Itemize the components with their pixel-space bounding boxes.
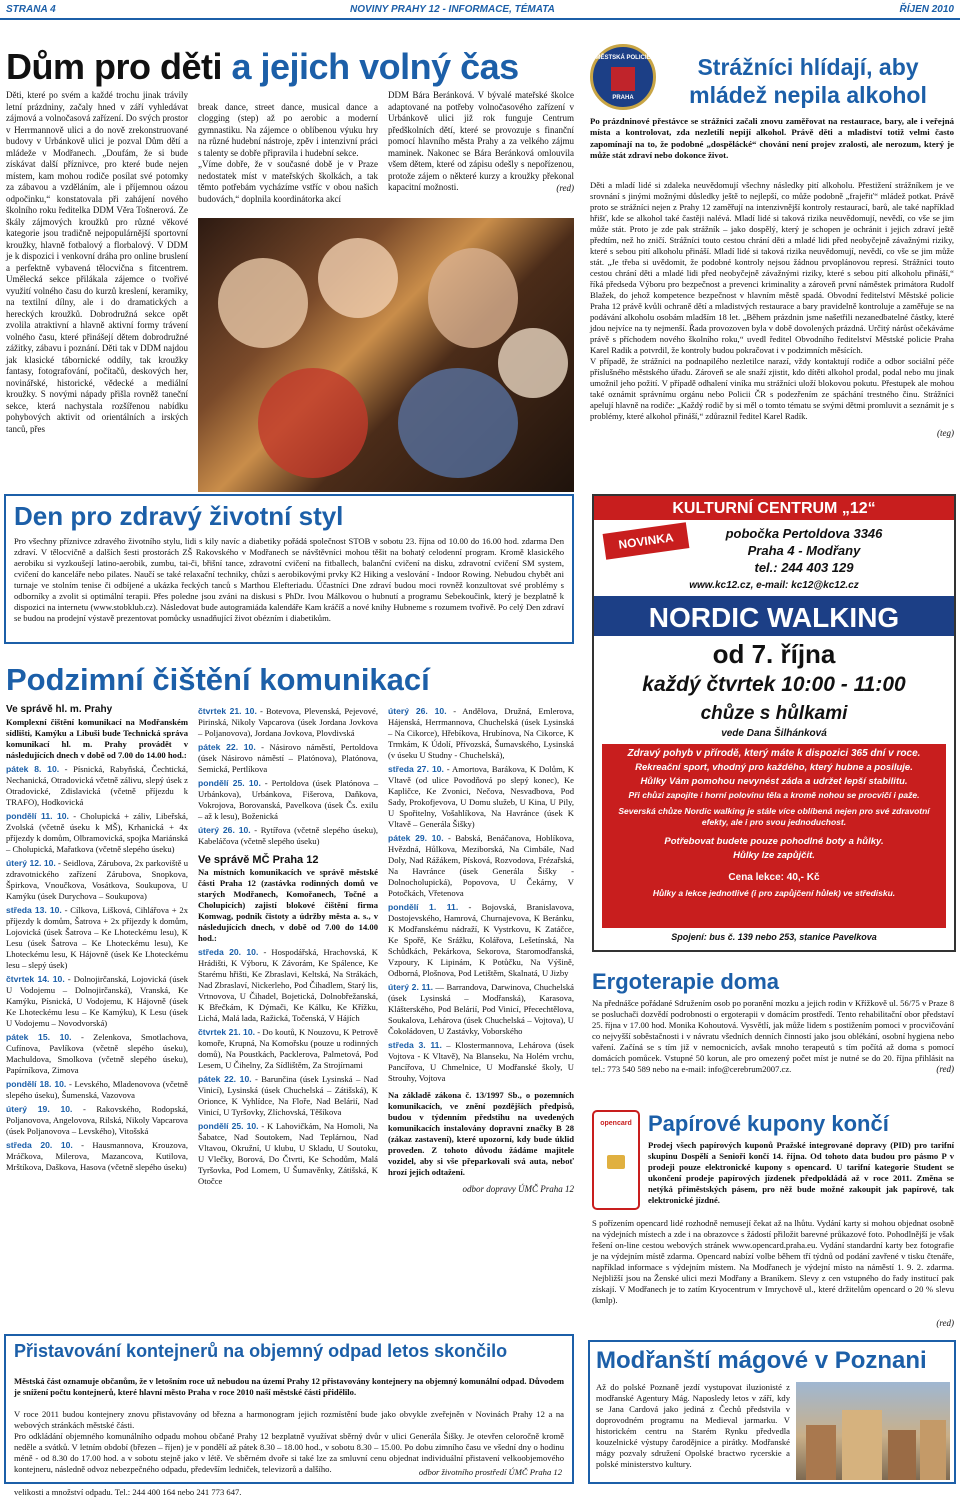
article-title-cleaning: Podzimní čištění komunikací [6,662,430,697]
cleaning-streets: - Rakovského, Rodopská, Poljanovova, Angelovova, Rilská, Nikoly Vapcarova (úsek Poljanovova – Levského), Vitošská [6,1103,188,1136]
article-title-poznan: Modřanští mágové v Poznani [596,1347,927,1374]
cleaning-schedule-item [388,706,574,761]
page-number: STRANA 4 [6,4,56,15]
ad-bus: Spojení: bus č. 139 nebo 253, stanice Pavelkova [671,932,877,942]
cleaning-streets: - Levského, Mladenovova (včetně slepého úseku), Šumenská, Vazovova [6,1078,188,1100]
poznan-photo-town-square [796,1382,950,1480]
cleaning-schedule-item [388,902,574,979]
cleaning-streets: - Zelenkova, Smotlachova, Cufínova, Pavlíkova (včetně slepého úseku), Machuldova, Smolkova (včetně slepého úseku), Papírníkova, Zimova [6,1031,188,1075]
cleaning-schedule-item [6,1104,188,1137]
cleaning-date: středa 13. 10. [6,904,62,915]
nordic-walking-ad[interactable]: KULTURNÍ CENTRUM „12“ NOVINKA pobočka Pertoldova 3346 Praha 4 - Modřany tel.: 244 403 129 www.kc12.cz, e-mail: kc12@kc12.cz NORDIC WALKING od 7. října každý čtvrtek 10:00 - 11:00 chůze s hůlkami vede Dana Šilhánková Zdravý pohyb v přírodě, který máte k dispozici 365 dní v roce. Rekreační sport, vhodný pro každého, který hubne a posiluje. Hůlky Vám pomohou nevynést záda a udržet lepší stabilitu. Při chůzi zapojíte i horní polovinu těla a kromě nohou se procvičí i paže. Severská chůze Nordic walking je stále více oblíbená nejen pro své zdravotní efekty, ale i pro svou jednoduchost. Potřebovat budete pouze pohodlné boty a hůlky. Hůlky lze zapůjčit. Cena lekce: 40,- Kč Hůlky a lekce jednotlivé (i pro zapůjčení hůlek) ve středisku. Spojení: bus č. 139 nebo 253, stanice Pavelkova [592,494,956,952]
cleaning-date: pondělí 11. 10. [6,810,69,821]
cleaning-schedule-item [388,1040,574,1084]
cleaning-schedule-item [198,742,378,775]
cleaning-date: úterý 12. 10. [6,857,56,868]
police-body: Děti a mladí lidé si zdaleka neuvědomují všechny následky pití alkoholu. Přestižení strážníkem je ve srovnání s jinými možnými důsledky ještě to nejlepší, co může podobně „frajeřiť“ mládež potkat. Právě proto se strážníci nejen z Prahy 12 zaměřují na intenzivnější kontroly restaurací, barů, ale také například hřišť, kde se alkohol také častěji nalévá. Mladí lidé si taková rizika neuvědomují, nevědí, co vše se jim může stát. Proto je zde pak strážník – jako dospělý, který je schopen je ochránit i jejich zdraví ještě předtím, než ho zničí. Strážníci touto cestou chrání děti a mladé lidi před neobyčejně závažnými riziky, které s sebou pití alkoholu přináší. Mladí lidé si taková rizika neuvědomují, nevědí, co vše se jim může stát. „Je třeba si uvědomit, že podobné kontroly nejsou žádnou prvoplánovou represí. Strážníci touto cestou chrání děti a mladé lidi před neobyčejně závažnými riziky, které s sebou pití alkoholu přináší,“ říká předseda Výboru pro bezpečnost a prevenci kriminality a zároveň první náměstek primátora Rudolf Blažek, do jehož kompetence bezpečnost v hlavním městě spadá. Obvodní ředitelství Městské policie Praha 12 právě kvůli ochraně dětí a mladistvých restaurace a bary pravidelně kontroluje a zaměřuje se na podávání alkoholu osobám mladším 18 let. „Během prázdnin jsme našetřili nezanedbatelné částky, které jdou nejvíce na ty nejmenší. Řada provozoven byla v době dovolených prázdná. Určitý nárůst očekáváme právě s příchodem nového školního roku,“ uvedl ředitel Obvodního ředitelství Městské policie Praha Karel Radik a potvrdil, že kontroly budou pokračovat i v podzimních měsících. V případě, že strážníci na podnapilého nezletilce narazí, vždy kontaktují rodiče a odbor sociální péče příslušného městského úřadu. Zároveň se ale snaží zjistit, kdo dítěti alkohol prodal, podal nebo mu jinak umožnil jeho požití. V případě odhalení viníka mu strážníci uloží blokovou pokutu. Přestupek ale mohou také oznámit správnímu orgánu nebo Policii ČR s podezřením ze spáchání trestného činu. Strážníci apelují hlavně na rodiče: „Každý rodič by si měl o tomto tématu se svými dětmi promluvit a seznámit je s problémy, které alkohol přináší,“ zdůraznil ředitel Karel Radík. [590,179,954,421]
cleaning-date: pátek 15. 10. [6,1031,72,1042]
police-lead: Po prázdninové přestávce se strážníci začali znovu zaměřovat na restaurace, bary, ale i veřejná místa a kontrolovat, zda nezletilí nepijí alkohol. Právě děti a mladiství totiž velmi často zapomínají na to, že podobné „dospělácké“ chování není projev zralosti, ale nerozum, který je může stát zdraví nebo dokonce život. [590,116,954,160]
coat-of-arms-icon [611,67,635,91]
cleaning-column-3: úterý 26. 10. - Andělova, Družná, Emlerova, Hájenská, Herrmannova, Chuchelská (úsek Lysinská – Na Cikorce), Hřebíkova, Hrubínova, Na Cikorce, K Trmkám, K Údolí, Přívozská, Šumavského, Lysinská (v úseku U Studny - Chuchelská), středa 27. 10. - Amortova, Barákova, K Dolům, K Vltavě (od ulice Povodňová po slepý konec), Ke Kapličce, Ke Zvonici, Nečova, Nesvadbova, Pod Sady, Prokofjevova, U Domu služeb, U Kina, U Pily, U Spořitelny, Vošahlíkova, Na Havránce (úsek K Vltavě – Generála Šišky) pátek 29. 10. - Babská, Benáčanova, Hoblíkova, Hvězdná, Hůlkova, Meziborská, Na Cimbále, Nad Doly, Nad Rážákem, Písková, Rozvodova, Frézařská, Na Havránce (úsek Generála Šišky - Dolnocholupická), Popovova, U Čekárny, V Potočkách, Vřetenova pondělí 1. 11. - Bojovská, Branislavova, Dostojevského, Hamrová, Churnajevova, K Beránku, K Modřanskému nádraží, K Vystrkovu, K Zatáčce, Ke Spořě, Ke Srážku, Kolářova, Lešetínská, Na Schůdkách, Pekárkova, Sekorova, Staromodřanská, Vzpoury, K Lipinám, K Potůčku, Na Výšině, Odborná, Plošnova, Pod Letištěm, Skalnatá, U Jizby úterý 2. 11. — Barrandova, Darwinova, Chuchelská (úsek Lysinská – Modřanská), Karasova, Klášterského, Pod Belárií, Pod Vinicí, Přecechtělova, Soukalova, Lehárova (úsek Chuchelská – Vojtova), U Čokoládoven, U Zastávky, Voborského středa 3. 11. – Klostermannova, Lehárova (úsek Vojtova - K Vltavě), Na Blanseku, Na Holém vrchu, Pancířova, U Chmelnice, U Modřanské školy, U Strouhy, Vojtova Na základě zákona č. 13/1997 Sb., o pozemních komunikacích, ve znění pozdějších předpisů, budou v týdenním předstihu na uvedených komunikacích instalovány dopravní značky B 28 (zákaz zastavení), které upozorní, kdy bude úklid proveden. Z tohoto důvodu žádáme majitele vozidel, aby si vše přeparkovali svá auta, neboť hrozí jejich odtažení. odbor dopravy ÚMČ Praha 12 [388,706,574,1194]
cleaning-streets: - Násirovo náměstí, Pertoldova (úsek Násirovo náměstí – Platónova), Platónova, Semická, Pertlíkova [198,742,378,774]
ad-phone: tel.: 244 403 129 [754,560,854,575]
cleaning-schedule-item [6,1140,188,1173]
cleaning-schedule-item [198,1121,378,1187]
ad-banner: NORDIC WALKING [648,602,900,633]
ddm-column-3: DDM Bára Beránková. V bývalé mateřské školce adaptované na potřeby volnočasového zařízení v Urbánkově ulici již rok funguje Centrum předškolních dětí, které se provozuje s finanční pomocí hlavního města Prahy a za velkého zájmu maminek. Nakonec se Bára Beránková omlouvila všem dětem, které od zápisu odešly s nepořízenou, protože zájem o některé kurzy a kroužky překonal kapacitní možnosti. (red) [388,90,574,193]
cleaning-schedule-item [6,974,188,1029]
newspaper-title: NOVINY PRAHY 12 - INFORMACE, TÉMATA [350,4,555,15]
ergo-body: Na přednášce pořádané Sdružením osob po poranění mozku a jejich rodin v Křížkově ul. 56/75 v Praze 8 se posluchači dozvědí podrobnosti o ergoterapii v domácím prostředí. Tento rehabilitační obor představí 25. října v 17.00 hod. Monika Kohoutová. Vysvětlí, jak může lidem s postižením pomoci v procvičování co nejvyšší soběstačnosti i v návratu všedních denních činností jako jsou oblékání, osobní hygiena nebo vaření. Začíná se s tím již v nemocnicích, avšak mnoho terapeutů s tím počítá až doma s pomocí domácích pomůcek. Vstupné 50 korun, ale pro omezený počet míst je nutné se do 20. října přihlásit na tel.: 773 540 589 nebo na e-mail: info@cerebrum2007.cz. (red) [592,998,954,1074]
ad-walk: chůze s hůlkami [700,703,848,724]
ad-address-1: pobočka Pertoldova 3346 [725,526,883,541]
cleaning-date: středa 3. 11. [388,1040,442,1050]
article-title-healthy: Den pro zdravý životní styl [14,501,344,531]
police-sign-wrap [590,428,954,440]
cleaning-date: středa 27. 10. [388,764,444,774]
city-police-logo: MĚSTSKÁ POLICIE PRAHA [590,44,656,110]
cleaning-date: středa 20. 10. [6,1139,73,1150]
cleaning-streets: - Amortova, Barákova, K Dolům, K Vltavě (od ulice Povodňová po slepý konec), Ke Kapličce, Ke Zvonici, Nečova, Nesvadbova, Pod Sady, Prokofjevova, U Domu služeb, U Kina, U Pily, U Spořitelny, Vošahlíkova, Na Havránce (úsek K Vltavě – Generála Šišky) [388,764,574,829]
cleaning-date: pátek 29. 10. [388,833,444,843]
cleaning-column-2: čtvrtek 21. 10. - Botevova, Plevenská, Pejevové, Pirinská, Nikoly Vapcarova (úsek Jordana Jovkova – Poljanovova), Jordana Jovkova, Plovdivská pátek 22. 10. - Násirovo náměstí, Pertoldova (úsek Násirovo náměstí – Platónova), Platónova, Semická, Pertlíkova pondělí 25. 10. - Pertoldova (úsek Platónova – Urbánkova), Urbánkova, Fišerova, Daňkova, Vokrojova, Borovanská, Pavelkova (úsek Čs. exilu – až k lesu), Boženická úterý 26. 10. - Rytířova (včetně slepého úseku), Kabeláčova (včetně slepého úseku) Ve správě MČ Praha 12 Na místních komunikacích ve správě městské části Praha 12 (zastávka rodinných domů ve starých Modřanech, Komořanech, Točné a Cholupicích) zajistí blokové čištění firma Komwag, podnik čistoty a údržby města a. s., v následujících dnech, v době od 7.00 do 14.00 hod.: středa 20. 10. - Hospodářská, Hrachovská, K Hrádišti, K Výboru, K Závorám, Ke Spálence, Ke Starému hřišti, Ke Zbraslavi, Keltská, Na Strákách, Nad Zbraslaví, Nickerleho, Pod Čihadlem, Starý lis, Vrtnovova, U Čihadel, Bojetická, Dolnobřežanská, K Břečkám, K Dýmači, Ke Kálku, Ke Křížku, Lichá, Malá lada, Ražická, Točenská, V Hájích čtvrtek 21. 10. - Do koutů, K Nouzovu, K Petrově komoře, Krupná, Na Komořsku (pouze u rodinných domů), Na Poustkách, Packlerova, Palmetová, Pod Lesem, U Čihelny, Za Sídlištěm, Za Strojírnami pátek 22. 10. - Barunčina (úsek Lysinská – Nad Vinicí), Lysinská (úsek Chuchelská – Zátišská), K Orionce, K Vyhlídce, Na Floře, Nad Belárií, Nad Vinicí, U Tyršovky, Zlíchovská, Těšíkova pondělí 25. 10. - K Lahovičkám, Na Homoli, Na Šabatce, Nad Soutokem, Nad Teplárnou, Nad Vltavou, Okružní, U klubu, U Skladu, U Soutoku, U Vlečky, Borová, Do Čtvrti, Ke Schodům, Malá Tyršovka, Pod Lomem, U Šumavěnky, Zátišská, K Otočce [198,706,379,1187]
ad-web[interactable]: www.kc12.cz, e-mail: kc12@kc12.cz [689,580,859,591]
cleaning-schedule-item [388,833,574,899]
containers-box: Přistavování kontejnerů na objemný odpad letos skončilo Městská část oznamuje občanům, že v letošním roce už nebudou na území Prahy 12 přistavovány kontejnery na objemný komunální odpad. Důvodem je snížení počtu kontejnerů, které hlavní město Praha v roce 2010 naší městské části přidělilo. V roce 2011 budou kontejnery znovu přistavovány od března a harmonogram jejich rozmístění bude jako obvykle zveřejněn v Novinách Prahy 12 a na webových stránkách městské části. Pro odkládání objemného komunálního odpadu mohou občané Prahy 12 bezplatně využívat sběrný dvůr v ulici Generála Šišky. Je otevřen celoročně kromě neděle a svátků. V letním období (březen – říjen) je v pondělí až pátek 8.30 – 18.00 hod., v sobotu 8.30 – 15.00. Po dobu zimního času ve všední dny o hodinu méně - od 8.30 do 17.00 hod. a v sobotu stejně jako v létě. Ve sběrném dvoře si také lze za smluvní cenu objednat individuální přistavení velkoobjemového kontejneru, následně odvoz nebezpečného odpadu, především ledniček, televizorů a dalšího. velikosti a množství odpadu. Tel.: 244 400 164 nebo 241 773 647. odbor životního prostředí ÚMČ Praha 12 [4,1334,574,1484]
cleaning-date: úterý 26. 10. [388,706,447,716]
ad-start-date: od 7. října [712,639,836,669]
article-title-ergo: Ergoterapie doma [592,969,780,994]
cleaning-date: pátek 8. 10. [6,763,60,774]
cleaning-schedule-item [6,764,188,808]
issue-date: ŘÍJEN 2010 [899,4,954,15]
cleaning-streets: - Písnická, Rabyňská, Čechtická, Nechanická, Otradovická včetně zálivu, slepý úsek z Otradovické, Zdislavická (včetně příjezdu k TRAFO), Hodkovická [6,763,188,807]
ad-time: každý čtvrtek 10:00 - 11:00 [642,673,906,696]
cleaning-schedule-item [388,764,574,830]
cleaning-date: pondělí 25. 10. [198,778,261,788]
ddm-column-2: break dance, street dance, musical dance a clogging (step) až po aerobic a moderní gymnastiku. Na zájemce o oblíbenou výuku hry na různé hudební nástroje, zpěv i intenzivní práci s talenty se dobře připravila i hudební sekce. „Víme dobře, že v současné době je v Praze nedostatek míst v mateřských školkách, a tak těmto potřebám vycházíme vstříc v obou našich budovách,“ doplnila koordinátorka akcí [198,101,378,204]
cleaning-streets: — Barrandova, Darwinova, Chuchelská (úsek Lysinská – Modřanská), Karasova, Klášterského, Pod Belárií, Pod Vinicí, Přecechtělova, Soukalova, Lehárova (úsek Chuchelská – Vojtova), U Čokoládoven, U Zastávky, Voborského [388,982,574,1036]
cleaning-streets: - Hausmannova, Krouzova, Mráčkova, Milerova, Mazancova, Kutilova, Mrštíkova, Daškova, Hasova (včetně slepého úseku) [6,1139,188,1172]
cleaning-streets: - Hospodářská, Hrachovská, K Hrádišti, K Výboru, K Závorám, Ke Spálence, Ke Starému hřišti, Ke Zbraslavi, Keltská, Na Strákách, Nad Zbraslaví, Nickerleho, Pod Čihadlem, Starý lis, Vrtnovova, U Čihadel, Bojetická, Dolnobřežanská, K Břečkám, K Dýmači, Ke Kálku, Ke Křížku, Lichá, Malá lada, Ražická, Točenská, V Hájích [198,947,379,1024]
cleaning-streets: - Dolnojirčanská, Lojovická (úsek U Vodojemu – Dolnojirčanská), Vranská, Ke Kamýku, Písnická, U Vodojemu, K Hájovně (úsek Ke Lhoteckému lesu – Ke Kamýku), K Lesu (úsek U Vodojemu – Novodvorská) [6,973,188,1028]
ad-instructor: vede Dana Šilhánková [721,728,827,739]
cleaning-schedule-item [198,1027,378,1071]
cleaning-streets: – Klostermannova, Lehárova (úsek Vojtova - K Vltavě), Na Blanseku, Na Holém vrchu, Pancířova, U Chmelnice, U Modřanské školy, U Strouhy, Vojtova [388,1040,574,1083]
cleaning-schedule-item [6,811,188,855]
cleaning-streets: - Pertoldova (úsek Platónova – Urbánkova), Urbánkova, Fišerova, Daňkova, Vokrojova, Borovanská, Pavelkova (úsek Čs. exilu – až k lesu), Boženická [198,778,378,821]
cleaning-schedule-item [6,1079,188,1101]
ad-club-name: KULTURNÍ CENTRUM „12“ [672,500,876,517]
cleaning-schedule-item [6,858,188,902]
coupons-sign-wrap: (red) [936,1318,954,1328]
cleaning-streets: - Do koutů, K Nouzovu, K Petrově komoře, Krupná, Na Komořsku (pouze u rodinných domů), Na Poustkách, Packlerova, Palmetová, Pod Lesem, U Čihelny, Za Sídlištěm, Za Strojírnami [198,1027,378,1071]
cleaning-date: pondělí 18. 10. [6,1078,67,1089]
cleaning-date: čtvrtek 21. 10. [198,706,257,716]
opencard-icon: opencard [592,1110,640,1210]
ad-address-2: Praha 4 - Modřany [747,543,861,558]
cleaning-streets: - Botevova, Plevenská, Pejevové, Pirinská, Nikoly Vapcarova (úsek Jordana Jovkova – Poljanovova), Jordana Jovkova, Plovdivská [198,706,378,738]
cleaning-date: pondělí 1. 11. [388,902,459,912]
cleaning-date: pátek 22. 10. [198,742,256,752]
cleaning-streets: - Andělova, Družná, Emlerova, Hájenská, Herrmannova, Chuchelská (úsek Lysinská – Na Cikorce), Hřebíkova, Hrubínova, Na Cikorce, K Trmkám, K Údolí, Přívozská, Šumavského, Lysinská (v úseku U Studny - Chuchelská), [388,706,574,760]
cleaning-schedule-item [198,706,378,739]
cleaning-schedule-item [6,1032,188,1076]
new-badge: NOVINKA [603,522,690,559]
cleaning-date: úterý 2. 11. [388,982,433,992]
ad-price: Cena lekce: 40,- Kč [728,872,820,883]
cleaning-date: pátek 22. 10. [198,1074,252,1085]
cleaning-streets: - K Lahovičkám, Na Homoli, Na Šabatce, Nad Soutokem, Nad Teplárnou, Nad Vltavou, Okružní, U klubu, U Skladu, U Soutoku, U Vlečky, Borová, Do Čtvrti, Ke Schodům, Malá Tyršovka, Pod Lomem, U Šumavěnky, Zátišská, K Otočce [198,1121,378,1187]
article-title-coupons: Papírové kupony končí [648,1111,889,1136]
ddm-photo-children [198,218,574,492]
article-title-police: Strážníci hlídají, aby mládež nepila alkohol [689,54,927,108]
healthy-body: Pro všechny příznivce zdravého životního stylu, lidi s kily navíc a diabetiky pořádá společnost STOB v sobotu 23. října od 10.00 do 16.00 hod. zdarma Den zdraví. V tělocvičně a dalších šesti prostorách ZŠ Rakovského v Modřanech se návštěvníci mohou těšit na bohatý celodenní program. Kromě klasického aerobiku si vyzkoušejí latino-aerobik, zumbu, tai-či, břišní tance, zdravotní cvičení na fitballech, balanční cvičení na disku, zdravotní cvičení SM system, cvičení do kanceláře nebo pilates. Naučí se také relaxační techniky, chůzi s aerobikovými prvky K2 Hiking a veslování - Indoor Rowing. Nebudou chybět ani turnaje ve stolním tenise či odbíjené a ukázka řeckých tanců s Marthou Elefteriadu. Účastníci Dne zdraví budou moci rovněž konzultovat své problémy s odborníky a zvolit si optimální terapii. Přes poledne jsou zváni na diskusi s PhDr. Ivou Málkovou o hubnutí a programu Sebekoučink, který je bezplatně k dispozici na internetu (www.stobklub.cz). Následovat bude autogramiáda kalendáře Kam kráčíš a nové knihy Hubneme s rozumem tvořivě. Po celý Den zdraví se budou na prodejní výstavě prezentovat pomůcky usnadňující život obézním i diabetikům. [14,536,564,623]
cleaning-streets: - Babská, Benáčanova, Hoblíkova, Hvězdná, Hůlkova, Meziborská, Na Cimbále, Nad Doly, Nad Rážákem, Písková, Rozvodova, Frézařská, Na Havránce (úsek Generála Šišky - Dolnocholupická), Popovova, U Čekárny, V Potočkách, Vřetenova [388,833,574,898]
cleaning-streets: - Rytířova (včetně slepého úseku), Kabeláčova (včetně slepého úseku) [198,825,378,846]
cleaning-schedule-item [6,905,188,971]
cleaning-date: úterý 26. 10. [198,825,251,835]
coupons-lead: Prodej všech papírových kuponů Pražské integrované dopravy (PID) pro tarifní skupinu Dospělí a Senioři končí 14. října. Od tohoto data budou pro pásmo P v prodeji pouze elektronické kupony s opencard. U tarifní kategorie Student se ukončení prodeje papírových jízdenek předpokládá až v roce 2011. Změna se netýká přiměstských pásem, pro něž bude možné zakoupit jak papírové, tak elektronické jízdné. [648,1140,954,1205]
ddm-column-1: Děti, které po svém a každé trochu jinak trávily letní prázdniny, začaly hned v září vyhledávat zájmová a volnočasová zařízení. Do svých prostor v Herrmannově ulici a do nově zrekonstruované budovy v Urbánkově ulici je pozval Dům dětí a mládeže v Modřanech. „Doufám, že si bude získávat další příznivce, pro které bude nejen místem, kam mohou rodiče posílat své potomky za zábavou a vzděláním, ale i příjemnou oázou odpočinku,“ konstatovala při zahájení nového školního roku ředitelka DDM Věra Tošnerová. Ze škály zájmových kroužků pro různé věkové kategorie jsou tradičně nejpopulárnější sportovní kroužky, hlavně fotbalový a florbalový. V DDM je k dispozici i venkovní dráha pro online bruslení a perfektně vybavená tělocvična s fitcentrem. Umělecká sekce přilákala zájemce o tvořivé využití volného času do kurzů kreslení, keramiky, na textilní dílny, ale i do dramatických a hereckých kroužků. Dobrodružná sekce opět zvolila atraktivní a hlavně aktivní formy trávení volného času, které přinášejí dětem dobrodružné zážitky, zábavu i poznání. Děti tak v DDM najdou jak klasické tábornické oddíly, tak kroužky fantasy, fotografování, počítačů, deskových her, novinářské, historické, vědecké a mediální kroužky. S novými nápady přišla rovněž taneční sekce, která nachystala rozšířenou nabídku pohybových aktivit od orientálních a irských tanců, přes [6,90,188,434]
cleaning-schedule-item [198,825,378,847]
cleaning-streets: - Bojovská, Branislavova, Dostojevského, Hamrová, Churnajevova, K Beránku, K Modřanskému nádraží, K Vystrkovu, K Zatáčce, Ke Spořě, Ke Srážku, Kolářova, Lešetínská, Na Schůdkách, Pekárkova, Sekorova, Staromodřanská, Vzpoury, K Lipinám, K Potůčku, Na Výšině, Odborná, Plošnova, Pod Letištěm, Skalnatá, U Jizby [388,902,574,978]
cleaning-date: pondělí 25. 10. [198,1121,259,1132]
article-title-ddm: Dům pro děti a jejich volný čas [6,46,519,87]
cleaning-date: čtvrtek 21. 10. [198,1027,256,1038]
cleaning-schedule-item [198,778,378,822]
cleaning-schedule-item [388,982,574,1037]
cleaning-schedule-item [198,947,378,1024]
coupons-body: S pořízením opencard lidé rozhodně nemusejí čekat až na lhůtu. Vydání karty si mohou objednat osobně na výdejních místech a zde i na obrazovce s žádostí přiložit barevné průkazové foto. Pohodlnější je však řešení on-line cestou webových stránek www.opencard.praha.eu. Vydání standardní karty bez fotografie je na výdejním místě zdarma. Opencard nabízí volbe během tří týdnů od podání zavřené v tisku čtenáře, například informace s výdejním místem. Na Modřanech je výdejní místo na náměstí 1. 9. 2. zdarma. Nejbližší jsou na Ženské ulici mezi Modřany a Braníkem. Slevy z cen vstupného do řady institucí pak získají. V Modřanech je to zatím Kryocentrum v Imrychově ul., které držitelům opencard o 20 % slevu (kmlp). [592,1218,954,1305]
page-header [0,0,960,20]
cleaning-date: úterý 19. 10. [6,1103,73,1114]
article-title-containers: Přistavování kontejnerů na objemný odpad letos skončilo [14,1341,508,1361]
cleaning-schedule-item [198,1074,378,1118]
police-signature: (teg) [937,428,954,438]
healthy-lifestyle-box [4,494,574,644]
cleaning-column-1: Ve správě hl. m. Prahy Komplexní čištění komunikací na Modřanském sídlišti, Kamýku a Libuši bude Technická správa komunikací hl. m. Prahy provádět v následujících dnech v době od 7.00 do 14.00 hod.: pátek 8. 10. - Písnická, Rabyňská, Čechtická, Nechanická, Otradovická včetně zálivu, slepý úsek z Otradovické, Zdislavická (včetně příjezdu k TRAFO), Hodkovická pondělí 11. 10. - Cholupická + záliv, Libeřská, Zvolská (včetně úseku k MŠ), Krhanická + 4x příjezdy k domům, Olbramovická, spojka Mariánská – Cholupická, Mařatkova (včetně slepého úseku) úterý 12. 10. - Seidlova, Zárubova, 2x parkoviště u zdravotnického zařízení Zárubova, Snopkova, Špirkova, Vnoučkova, Vosátkova, Soukupova, U Kamýku (úsek Durychova – Soukupova) středa 13. 10. - Cílkova, Lišková, Cihlářova + 2x příjezdy k domům, Šatrova + 2x příjezdy k domům, Lojovická (úsek Šatrova – Ke Lhoteckému lesu), K Lesu (úsek Šatrova – Ke Lhoteckému lesu), Ke Lhoteckému lesu, K Hájovně (úsek Ke Lhoteckému lesu – slepý úsek) čtvrtek 14. 10. - Dolnojirčanská, Lojovická (úsek U Vodojemu – Dolnojirčanská), Vranská, Ke Kamýku, Písnická, U Vodojemu, K Hájovně (úsek Ke Lhoteckému lesu – Ke Kamýku), K Lesu (úsek U Vodojemu – Novodvorská) pátek 15. 10. - Zelenkova, Smotlachova, Cufínova, Pavlíkova (včetně slepého úseku), Machuldova, Smolkova (včetně slepého úseku), Papírníkova, Zimova pondělí 18. 10. - Levského, Mladenovova (včetně slepého úseku), Šumenská, Vazovova úterý 19. 10. - Rakovského, Rodopská, Poljanovova, Angelovova, Rilská, Nikoly Vapcarova (úsek Poljanovova – Levského), Vitošská středa 20. 10. - Hausmannova, Krouzova, Mráčkova, Milerova, Mazancova, Kutilova, Mrštíkova, Daškova, Hasova (včetně slepého úseku) [6,704,189,1172]
cleaning-date: středa 20. 10. [198,947,259,958]
cleaning-streets: - Cílkova, Lišková, Cihlářova + 2x příjezdy k domům, Šatrova + 2x příjezdy k domům, Lojovická (úsek Šatrova – Ke Lhoteckému lesu), K Lesu (úsek Šatrova – Ke Lhoteckému lesu), Ke Lhoteckému lesu, K Hájovně (úsek Ke Lhoteckému lesu – slepý úsek) [6,904,188,970]
cleaning-streets: - Barunčina (úsek Lysinská – Nad Vinicí), Lysinská (úsek Chuchelská – Zátišská), K Orionce, K Vyhlídce, Na Floře, Nad Belárií, Nad Vinicí, U Tyršovky, Zlíchovská, Těšíkova [198,1074,378,1118]
cleaning-streets: - Seidlova, Zárubova, 2x parkoviště u zdravotnického zařízení Zárubova, Snopkova, Špirkova, Vnoučkova, Vosátkova, Soukupova, U Kamýku (úsek Durychova – Soukupova) [6,857,188,901]
cleaning-streets: - Cholupická + záliv, Libeřská, Zvolská (včetně úseku k MŠ), Krhanická + 4x příjezdy k domům, Olbramovická, spojka Mariánská – Cholupická, Mařatkova (včetně slepého úseku) [6,810,189,854]
cleaning-date: čtvrtek 14. 10. [6,973,65,984]
poznan-box: Modřanští mágové v Poznani Až do polské Poznaně jezdí vystupovat iluzionisté z modřanské Agentury Mág. Naposledy letos v září, kdy se Jana Cardová jako jediná z Čechů předstvila v doprovodném programu na Medieval jarmarku. V historickém centru na Starém Rynku předvedla kouzelnické výstupy čarodějnice a pirátky. Modřanské mágy pozvaly sdružení Opolské bractwo rycerskie a polské ministerstvo kultury. [588,1340,956,1484]
